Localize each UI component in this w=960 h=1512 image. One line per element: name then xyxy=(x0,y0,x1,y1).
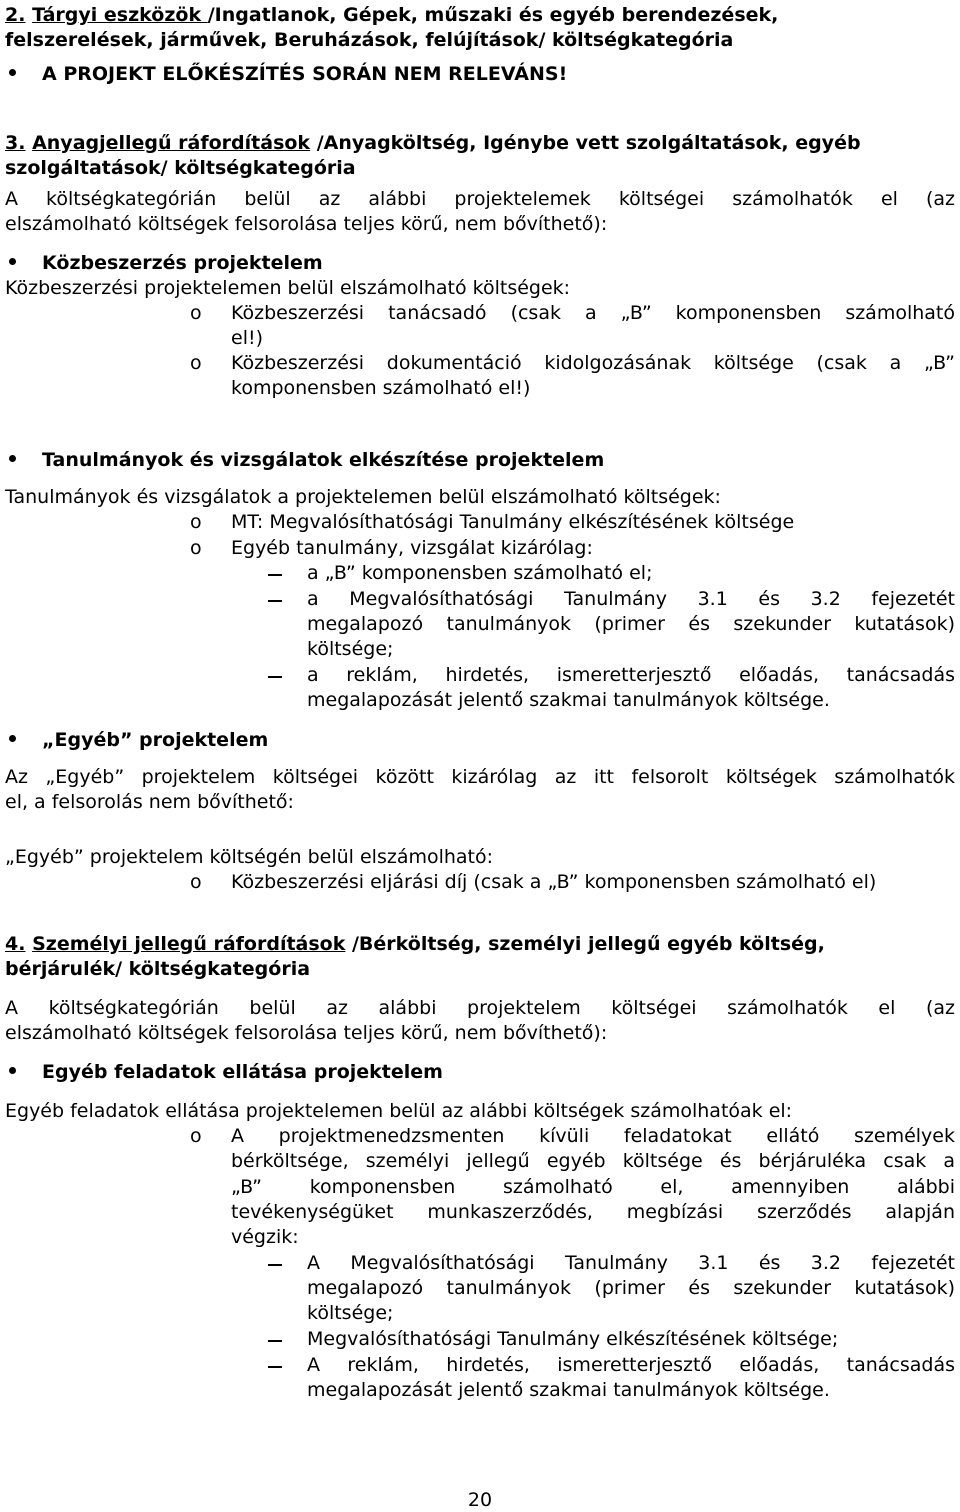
section-2-title-rest: /Ingatlanok, Gépek, műszaki és egyéb berendezések, xyxy=(207,4,779,26)
bullet-icon xyxy=(9,1067,16,1074)
dash-icon xyxy=(268,1366,282,1368)
feladatok-sub1-line3: költsége; xyxy=(307,1302,394,1324)
section-3-title-underlined: Anyagjellegű ráfordítások xyxy=(32,132,311,154)
circle-marker-icon: o xyxy=(190,871,202,893)
feladatok-item1-line1: A projektmenedzsmenten kívüli feladatokat ellátó személyek xyxy=(231,1125,955,1147)
kozbeszerzes-item2-line2: komponensben számolható el!) xyxy=(231,377,531,399)
tanulmanyok-sub2-line3: költsége; xyxy=(307,638,394,660)
feladatok-item1-line3: „B” komponensben számolható el, amennyiben alábbi xyxy=(231,1176,955,1198)
kozbeszerzes-item1-line2: el!) xyxy=(231,327,263,349)
dash-icon xyxy=(268,676,282,678)
dash-icon xyxy=(268,600,282,602)
section-2-title-underlined: Tárgyi eszközök xyxy=(32,4,208,26)
tanulmanyok-heading: Tanulmányok és vizsgálatok elkészítése projektelem xyxy=(42,449,605,471)
feladatok-item1-line5: végzik: xyxy=(231,1226,299,1248)
section-3-heading xyxy=(5,131,861,155)
section-4-number: 4. xyxy=(5,933,26,955)
section-4-title-underlined: Személyi jellegű ráfordítások xyxy=(32,933,346,955)
section-4-intro-line1: A költségkategórián belül az alábbi projektelem költségei számolhatók el (az xyxy=(5,997,955,1019)
section-2-number: 2. xyxy=(5,4,26,26)
bullet-icon xyxy=(9,258,16,265)
tanulmanyok-sub1: a „B” komponensben számolható el; xyxy=(307,562,653,584)
section-4-intro-line2: elszámolható költségek felsorolása teljes körű, nem bővíthető): xyxy=(5,1022,608,1044)
tanulmanyok-item2: Egyéb tanulmány, vizsgálat kizárólag: xyxy=(231,537,593,559)
egyeb-para-line2: el, a felsorolás nem bővíthető: xyxy=(5,791,294,813)
circle-marker-icon: o xyxy=(190,511,202,533)
feladatok-lead: Egyéb feladatok ellátása projektelemen belül az alábbi költségek számolhatóak el: xyxy=(5,1100,793,1122)
dash-icon xyxy=(268,1264,282,1266)
tanulmanyok-sub3-line2: megalapozását jelentő szakmai tanulmányok költsége. xyxy=(307,689,830,711)
kozbeszerzes-lead: Közbeszerzési projektelemen belül elszámolható költségek: xyxy=(5,277,571,299)
feladatok-sub1-line2: megalapozó tanulmányok (primer és szekunder kutatások) xyxy=(307,1277,955,1299)
tanulmanyok-sub2-line2: megalapozó tanulmányok (primer és szekunder kutatások) xyxy=(307,613,955,635)
circle-marker-icon: o xyxy=(190,1125,202,1147)
section-3-heading-line2: szolgáltatások/ költségkategória xyxy=(5,157,356,179)
tanulmanyok-sub3-line1: a reklám, hirdetés, ismeretterjesztő előadás, tanácsadás xyxy=(307,664,955,686)
feladatok-sub2: Megvalósíthatósági Tanulmány elkészítésének költsége; xyxy=(307,1328,839,1350)
section-4-title-rest: /Bérköltség, személyi jellegű egyéb költség, xyxy=(345,933,825,955)
feladatok-item1-line4: tevékenységüket munkaszerződés, megbízási szerződés alapján xyxy=(231,1201,955,1223)
section-3-intro-line1: A költségkategórián belül az alábbi projektelemek költségei számolhatók el (az xyxy=(5,188,955,210)
bullet-icon xyxy=(9,69,16,76)
egyeb-heading: „Egyéb” projektelem xyxy=(42,729,269,751)
feladatok-sub3-line2: megalapozását jelentő szakmai tanulmányok költsége. xyxy=(307,1379,830,1401)
circle-marker-icon: o xyxy=(190,352,202,374)
section-3-intro-line2: elszámolható költségek felsorolása teljes körű, nem bővíthető): xyxy=(5,213,608,235)
tanulmanyok-item1: MT: Megvalósíthatósági Tanulmány elkészítésének költsége xyxy=(231,511,795,533)
section-3-number: 3. xyxy=(5,132,26,154)
section-3-title-rest: /Anyagköltség, Igénybe vett szolgáltatások, egyéb xyxy=(310,132,861,154)
kozbeszerzes-item1-line1: Közbeszerzési tanácsadó (csak a „B” komponensben számolható xyxy=(231,302,955,324)
feladatok-heading: Egyéb feladatok ellátása projektelem xyxy=(42,1061,443,1083)
dash-icon xyxy=(268,1340,282,1342)
egyeb-para-line1: Az „Egyéb” projektelem költségei között kizárólag az itt felsorolt költségek számolhatók xyxy=(5,766,955,788)
egyeb-item1: Közbeszerzési eljárási díj (csak a „B” komponensben számolható el) xyxy=(231,871,877,893)
bullet-icon xyxy=(9,735,16,742)
feladatok-sub1-line1: A Megvalósíthatósági Tanulmány 3.1 és 3.2 fejezetét xyxy=(307,1252,955,1274)
tanulmanyok-sub2-line1: a Megvalósíthatósági Tanulmány 3.1 és 3.2 fejezetét xyxy=(307,588,955,610)
section-2-heading xyxy=(5,3,955,27)
section-2-heading-line2: felszerelések, járművek, Beruházások, felújítások/ költségkategória xyxy=(5,29,734,51)
kozbeszerzes-heading: Közbeszerzés projektelem xyxy=(42,252,323,274)
circle-marker-icon: o xyxy=(190,537,202,559)
circle-marker-icon: o xyxy=(190,302,202,324)
bullet-icon xyxy=(9,455,16,462)
section-4-heading-line2: bérjárulék/ költségkategória xyxy=(5,958,311,980)
section-2-bullet-text: A PROJEKT ELŐKÉSZÍTÉS SORÁN NEM RELEVÁNS! xyxy=(42,63,568,85)
tanulmanyok-lead: Tanulmányok és vizsgálatok a projektelemen belül elszámolható költségek: xyxy=(5,486,721,508)
page-number: 20 xyxy=(467,1489,493,1511)
feladatok-item1-line2: bérköltsége, személyi jellegű egyéb költsége és bérjáruléka csak a xyxy=(231,1150,955,1172)
feladatok-sub3-line1: A reklám, hirdetés, ismeretterjesztő előadás, tanácsadás xyxy=(307,1354,955,1376)
egyeb-lead: „Egyéb” projektelem költségén belül elszámolható: xyxy=(5,846,494,868)
section-4-heading xyxy=(5,932,955,956)
kozbeszerzes-item2-line1: Közbeszerzési dokumentáció kidolgozásának költsége (csak a „B” xyxy=(231,352,955,374)
dash-icon xyxy=(268,574,282,576)
